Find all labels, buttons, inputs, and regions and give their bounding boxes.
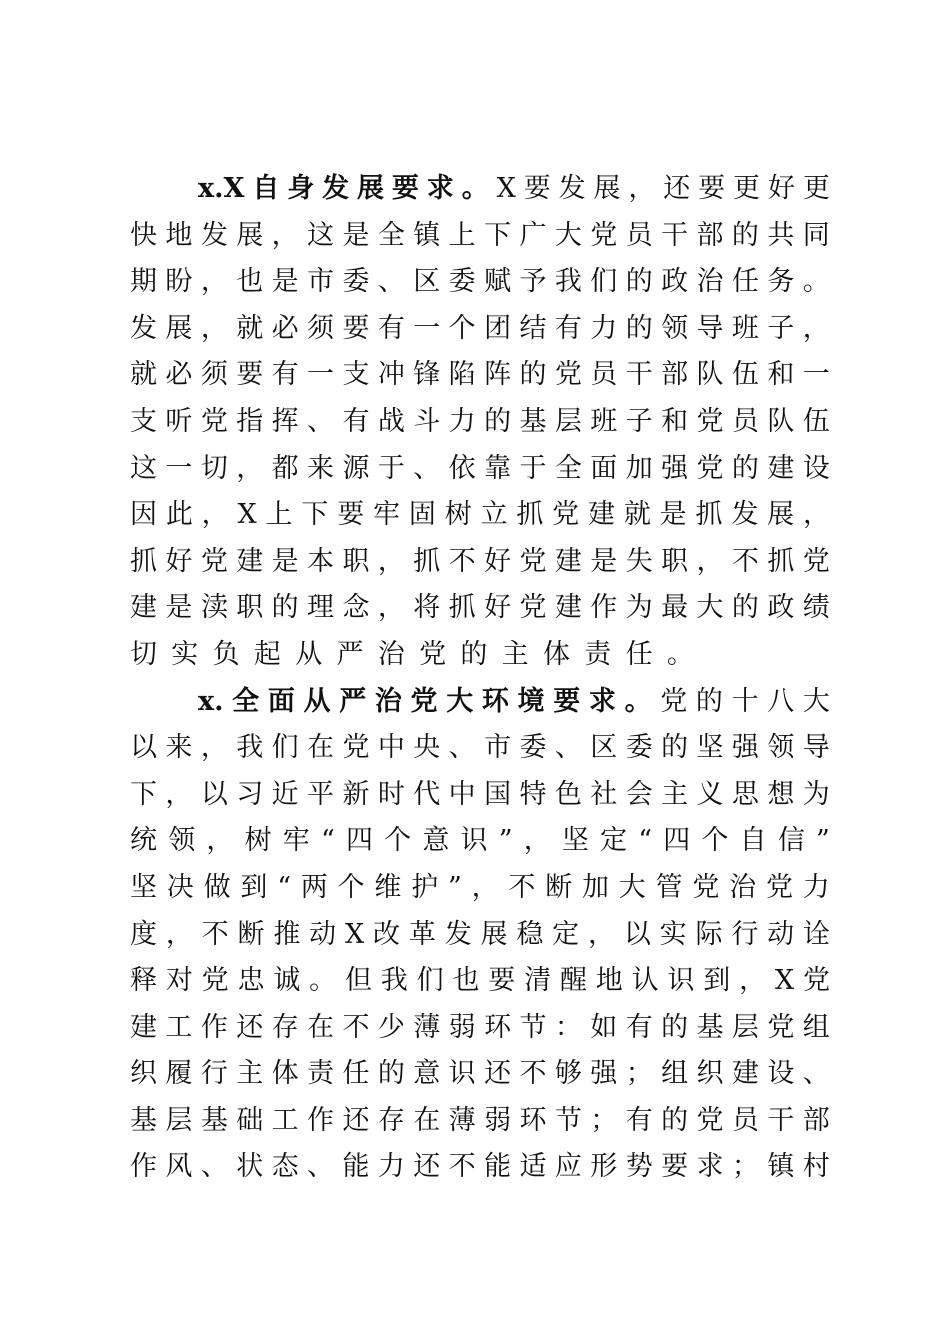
paragraph-2-line-3: 下 ， 以 习 近 平 新 时 代 中 国 特 色 社 会 主 义 思 想 为 [130,778,830,810]
paragraph-2-line-2: 以 来 ， 我 们 在 党 中 央 、 市 委 、 区 委 的 坚 强 领 导 [130,732,830,764]
paragraph-2-line-10: 基 层 基 础 工 作 还 存 在 薄 弱 环 节 ； 有 的 党 员 干 部 [130,1104,830,1136]
paragraph-2-line-4: 统 领 ， 树 牢 “ 四 个 意 识 ” ， 坚 定 “ 四 个 自 信 ” [130,825,830,857]
paragraph-2-line-7: 释 对 党 忠 诚 。 但 我 们 也 要 清 醒 地 认 识 到 ， X 党 [130,965,830,997]
paragraph-1-line-9: 抓 好 党 建 是 本 职 ， 抓 不 好 党 建 是 失 职 ， 不 抓 党 [130,545,830,577]
paragraph-1-line-8: 因 此 ， X 上 下 要 牢 固 树 立 抓 党 建 就 是 抓 发 展 ， [130,499,830,531]
paragraph-1-line-4: 发 展 ， 就 必 须 要 有 一 个 团 结 有 力 的 领 导 班 子 ， [130,312,830,344]
paragraph-1-line-6: 支 听 党 指 挥 、 有 战 斗 力 的 基 层 班 子 和 党 员 队 伍 [130,405,830,437]
paragraph-1-line-2: 快 地 发 展 ， 这 是 全 镇 上 下 广 大 党 员 干 部 的 共 同 [130,219,830,251]
paragraph-2-line-11: 作 风 、 状 态 、 能 力 还 不 能 适 应 形 势 要 求 ； 镇 村 [130,1151,830,1183]
paragraph-1-line-7: 这 一 切 ， 都 来 源 于 、 依 靠 于 全 面 加 强 党 的 建 设 [130,452,830,484]
paragraph-2 [130,679,830,1192]
paragraph-2-line-6: 度 ， 不 断 推 动 X 改 革 发 展 稳 定 ， 以 实 际 行 动 诠 [130,918,830,950]
paragraph-2-line-8: 建 工 作 还 存 在 不 少 薄 弱 环 节 ： 如 有 的 基 层 党 组 [130,1011,830,1043]
paragraph-2-line-9: 织 履 行 主 体 责 任 的 意 识 还 不 够 强 ； 组 织 建 设 、 [130,1058,830,1090]
paragraph-1-line-5: 就 必 须 要 有 一 支 冲 锋 陷 阵 的 党 员 干 部 队 伍 和 一 [130,359,830,391]
paragraph-1-line-3: 期 盼 ， 也 是 市 委 、 区 委 赋 予 我 们 的 政 治 任 务 。 [130,266,830,298]
paragraph-1-line-11: 切 实 负 起 从 严 治 党 的 主 体 责 任 。 [130,638,694,670]
paragraph-1-first-line: x.X 自 身 发 展 要 求 。 X 要 发 展 ， 还 要 更 好 更 [198,173,830,204]
paragraph-1 [130,166,830,679]
paragraph-2-line-5: 坚 决 做 到 “ 两 个 维 护 ” ， 不 断 加 大 管 党 治 党 力 [130,871,830,903]
document-body [130,166,830,1191]
paragraph-2-first-line: x. 全 面 从 严 治 党 大 环 境 要 求 。 党 的 十 八 大 [198,685,830,717]
paragraph-1-line-10: 建 是 渎 职 的 理 念 ， 将 抓 好 党 建 作 为 最 大 的 政 绩 [130,592,830,624]
